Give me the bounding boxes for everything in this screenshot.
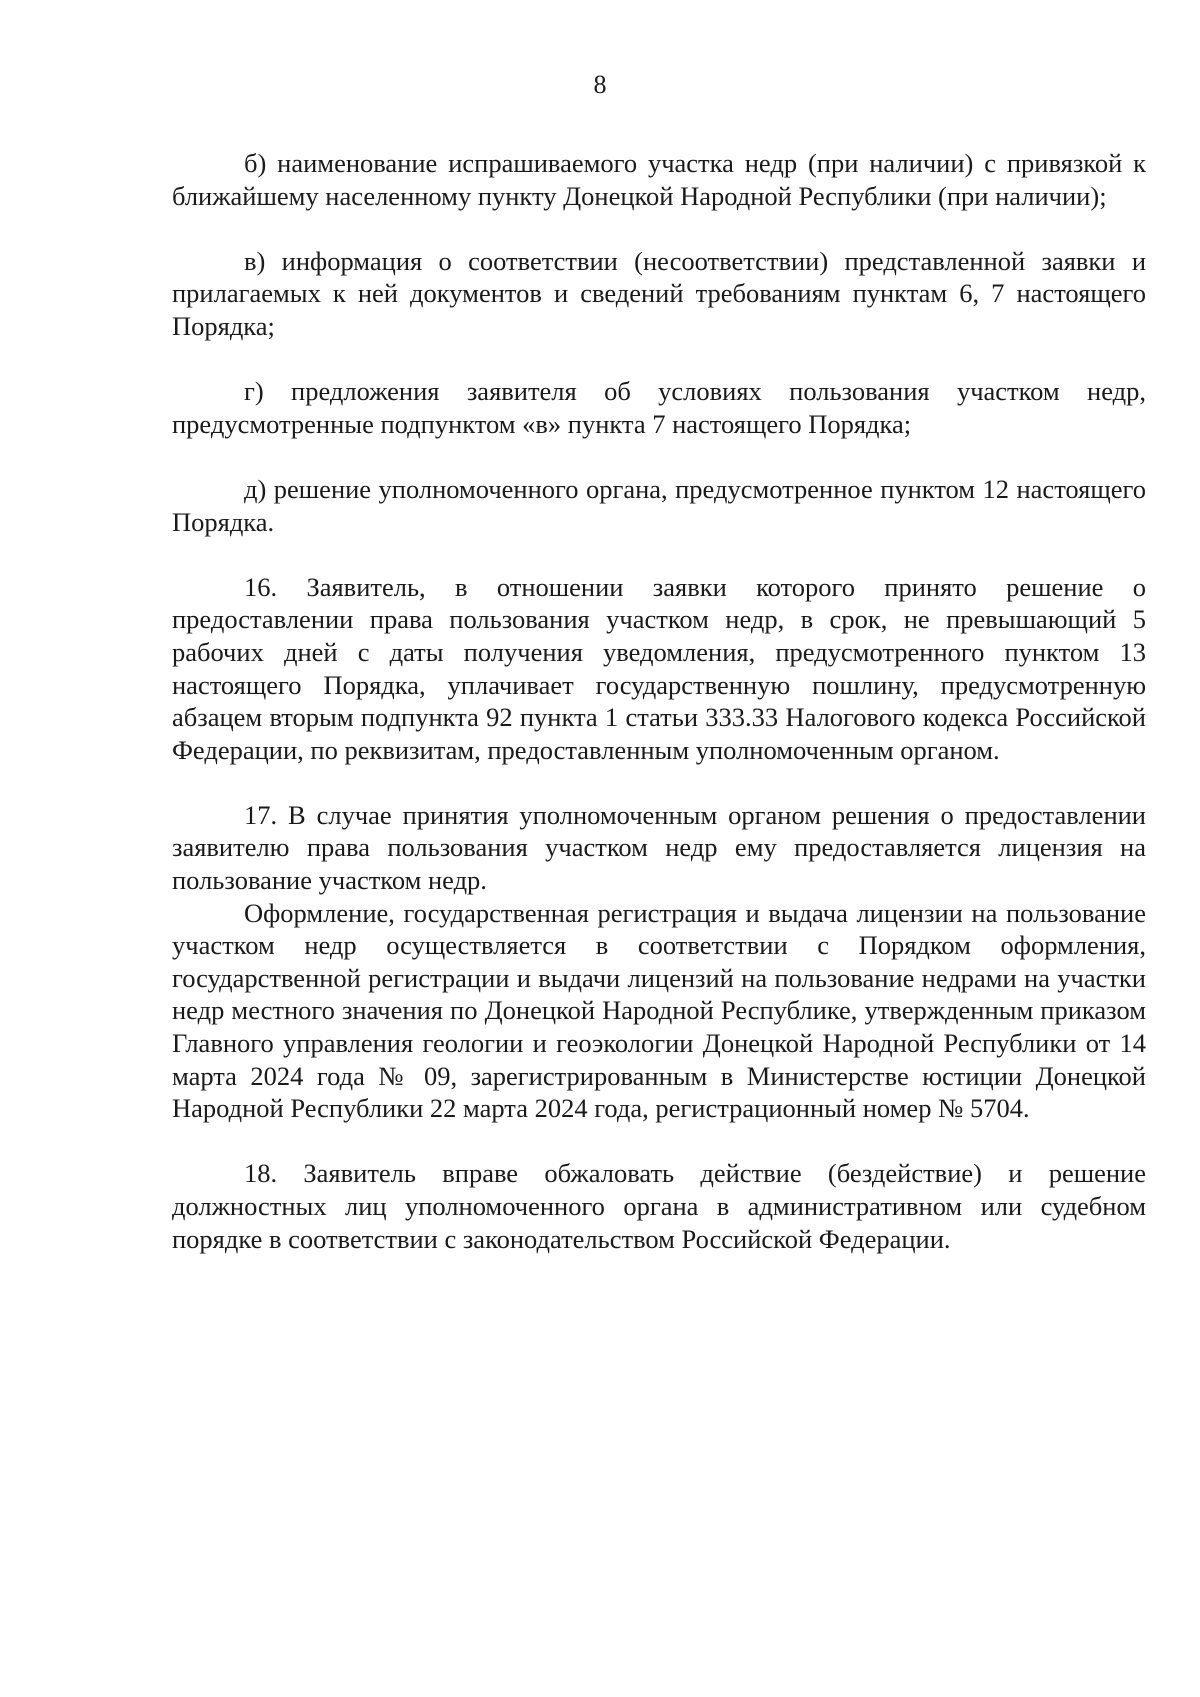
page-number: 8 bbox=[593, 70, 607, 99]
paragraph-item-d: д) решение уполномоченного органа, предусмотренное пунктом 12 настоящего Порядка. bbox=[172, 473, 1146, 537]
paragraph-item-b: б) наименование испрашиваемого участка недр (при наличии) с привязкой к ближайшему населенному пункту Донецкой Народной Республики (при наличии); bbox=[172, 148, 1146, 211]
paragraph-clause-16: 16. Заявитель, в отношении заявки которого принято решение о предоставлении права пользования участком недр, в срок, не превышающий 5 рабочих дней с даты получения уведомления, предусмотренного пунктом 13 настоящего Порядка, уплачивает государственную пошлину, предусмотренную абзацем вторым подпункта 92 пункта 1 статьи 333.33 Налогового кодекса Российской Федерации, по реквизитам, предоставленным уполномоченным органом. bbox=[172, 571, 1146, 765]
document-body bbox=[172, 147, 1146, 1255]
paragraph-item-v: в) информация о соответствии (несоответствии) представленной заявки и прилагаемых к ней документов и сведений требованиям пунктам 6, 7 настоящего Порядка; bbox=[172, 245, 1146, 341]
paragraph-clause-17-continuation: Оформление, государственная регистрация и выдача лицензии на пользование участком недр осуществляется в соответствии с Порядком оформления, государственной регистрации и выдачи лицензий на пользование недрами на участки недр местного значения по Донецкой Народной Республике, утвержденным приказом Главного управления геологии и геоэкологии Донецкой Народной Республики от 14 марта 2024 года № 09, зарегистрированным в Министерстве юстиции Донецкой Народной Республики 22 марта 2024 года, регистрационный номер № 5704. bbox=[172, 897, 1146, 1124]
paragraph-item-g: г) предложения заявителя об условиях пользования участком недр, предусмотренные подпунктом «в» пункта 7 настоящего Порядка; bbox=[172, 376, 1146, 439]
paragraph-clause-17: 17. В случае принятия уполномоченным органом решения о предоставлении заявителю права пользования участком недр ему предоставляется лицензия на пользование участком недр. bbox=[172, 799, 1146, 896]
paragraph-clause-18: 18. Заявитель вправе обжаловать действие (бездействие) и решение должностных лиц уполномоченного органа в административном или судебном порядке в соответствии с законодательством Российской Федерации. bbox=[172, 1158, 1146, 1254]
